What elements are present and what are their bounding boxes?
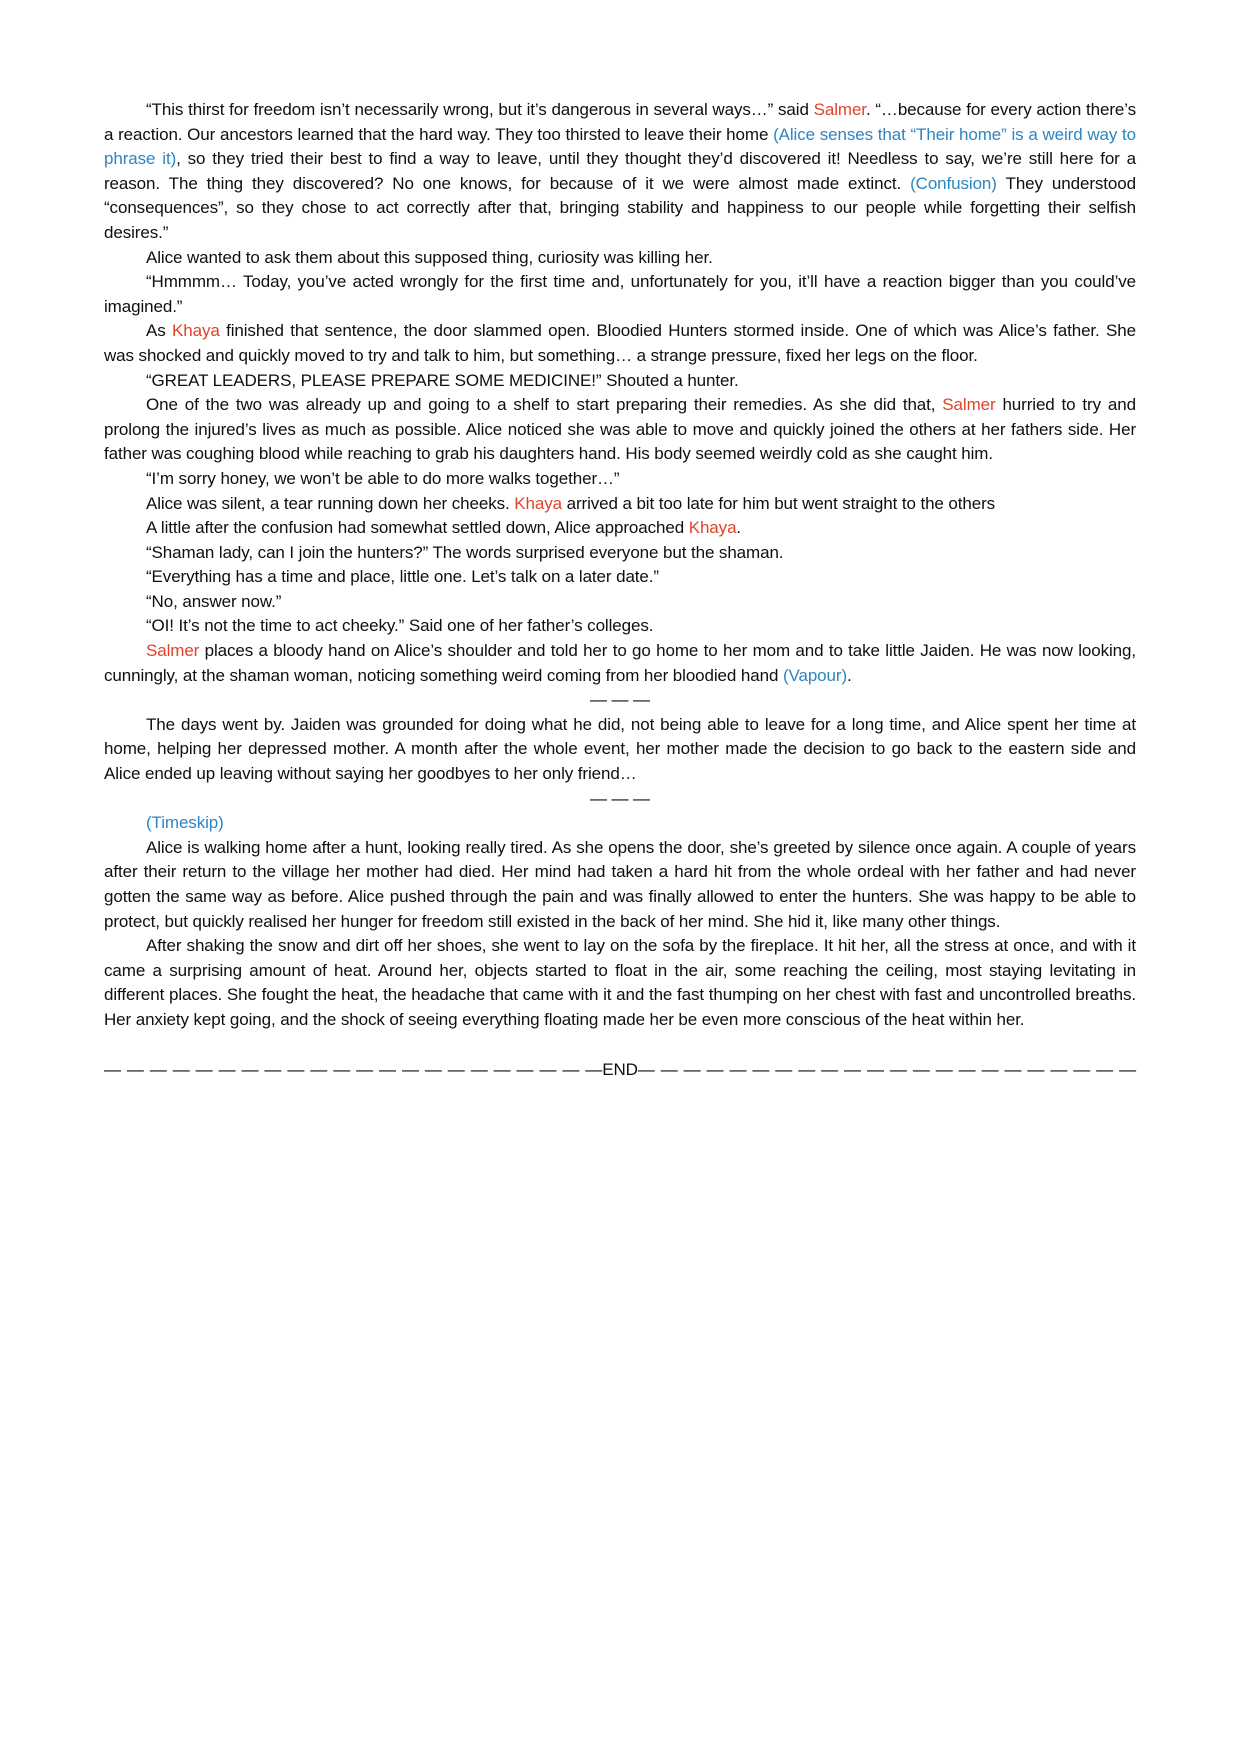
- character-name: Salmer: [942, 395, 996, 415]
- paragraph: [104, 541, 1136, 566]
- text-segment: “No, answer now.”: [146, 591, 282, 611]
- text-segment: “This thirst for freedom isn’t necessarily wrong, but it’s dangerous in several ways…” said: [146, 100, 814, 119]
- story-text: [104, 98, 1136, 1082]
- scene-divider: — — —: [590, 690, 650, 710]
- text-segment: finished that sentence, the door slammed open. Bloodied Hunters stormed inside. One of which was Alice’s father. She was shocked and quickly moved to try and talk to him, but something… a strange pressure, fixed her legs on the floor.: [104, 321, 1136, 365]
- paragraph: [104, 270, 1136, 319]
- paragraph: [104, 590, 1136, 615]
- paragraph: [104, 614, 1136, 639]
- paragraph: [104, 467, 1136, 492]
- text-segment: After shaking the snow and dirt off her shoes, she went to lay on the sofa by the fireplace. It hit her, all the stress at once, and with it came a surprising amount of heat. Around her, objects started to float in the air, some reaching the ceiling, most staying levitating in different places. She fought the heat, the headache that came with it and the fast thumping on her chest with fast and uncontrolled breaths. Her anxiety kept going, and the shock of seeing everything floating made her be even more conscious of the heat within her.: [104, 936, 1136, 1029]
- paragraph: [104, 516, 1136, 541]
- text-segment: “Everything has a time and place, little one. Let’s talk on a later date.”: [146, 567, 659, 587]
- annotation: (Timeskip): [146, 813, 224, 833]
- text-segment: Alice is walking home after a hunt, looking really tired. As she opens the door, she’s greeted by silence once again. A couple of years after their return to the village her mother had died. Her mind had taken a hard hit from the whole ordeal with her father and had never gotten the same way as before. Alice pushed through the pain and was finally allowed to enter the hunters. She was happy to be able to protect, but quickly realised her hunger for freedom still existed in the back of her mind. She hid it, like many other things.: [104, 837, 1136, 931]
- text-segment: .: [847, 665, 852, 685]
- character-name: Khaya: [172, 321, 220, 341]
- paragraph: [104, 639, 1136, 688]
- text-segment: As: [146, 321, 173, 341]
- paragraph: [104, 393, 1136, 467]
- character-name: Salmer: [146, 641, 200, 661]
- character-name: Salmer: [813, 100, 866, 119]
- paragraph: [104, 319, 1136, 368]
- text-segment: hurried to try and prolong the injured’s lives as much as possible. Alice noticed she was able to move and quickly joined the others at her fathers side. Her father was coughing blood while reaching to grab his daughters hand. His body seemed weirdly cold as she caught him.: [104, 395, 1136, 464]
- text-segment: “I’m sorry honey, we won’t be able to do more walks together…”: [146, 468, 620, 488]
- paragraph: [104, 811, 1136, 836]
- scene-divider: — — —: [590, 788, 650, 808]
- text-segment: They understood “consequences”, so they chose to act correctly after that, bringing stability and happiness to our people while forgetting their selfish desires.”: [104, 173, 1136, 242]
- text-segment: Alice was silent, a tear running down her cheeks.: [146, 493, 515, 513]
- text-segment: . “…because for every action there’s a reaction. Our ancestors learned that the hard way. They too thirsted to leave their home: [104, 100, 1137, 144]
- paragraph: [104, 369, 1136, 394]
- text-segment: Alice wanted to ask them about this supposed thing, curiosity was killing her.: [146, 247, 713, 267]
- paragraph: [104, 492, 1136, 517]
- text-segment: arrived a bit too late for him but went straight to the others: [561, 493, 996, 513]
- text-segment: places a bloody hand on Alice’s shoulder and told her to go home to her mom and to take little Jaiden. He was now looking, cunningly, at the shaman woman, noticing something weird coming from her bloodied hand: [104, 641, 1136, 685]
- text-segment: The days went by. Jaiden was grounded for doing what he did, not being able to leave for a long time, and Alice spent her time at home, helping her depressed mother. A month after the whole event, her mother made the decision to go back to the eastern side and Alice ended up leaving without saying her goodbyes to her only friend…: [104, 714, 1136, 784]
- annotation: (Confusion): [910, 173, 997, 193]
- text-segment: , so they tried their best to find a way to leave, until they thought they’d discovered it! Needless to say, we’re still here for a reason. The thing they discovered? No one knows, for because of it we were almost made extinct.: [104, 149, 1136, 193]
- paragraph: [104, 565, 1136, 590]
- character-name: Khaya: [688, 518, 737, 538]
- text-segment: “GREAT LEADERS, PLEASE PREPARE SOME MEDICINE!” Shouted a hunter.: [146, 370, 739, 390]
- paragraph: [104, 246, 1136, 271]
- text-segment: One of the two was already up and going to a shelf to start preparing their remedies. As she did that,: [146, 395, 943, 415]
- text-segment: “Shaman lady, can I join the hunters?” The words surprised everyone but the shaman.: [146, 542, 784, 562]
- paragraph: [104, 713, 1136, 787]
- end-marker: — — — — — — — — — — — — — — — — — — — — — —END— — — — — — — — — — — — — — — — — — — — — —: [104, 1059, 1136, 1079]
- text-segment: A little after the confusion had somewhat settled down, Alice approached: [146, 518, 689, 538]
- paragraph: [104, 836, 1136, 934]
- paragraph: [104, 934, 1136, 1032]
- annotation: (Vapour): [782, 665, 848, 685]
- text-segment: “OI! It’s not the time to act cheeky.” Said one of her father’s colleges.: [146, 616, 654, 636]
- text-segment: “Hmmmm… Today, you’ve acted wrongly for the first time and, unfortunately for you, it’ll have a reaction bigger than you could’ve imagined.”: [104, 272, 1136, 316]
- text-segment: .: [736, 518, 742, 538]
- character-name: Khaya: [514, 493, 562, 513]
- paragraph: [104, 98, 1136, 246]
- annotation: (Alice senses that “Their home” is a weird way to phrase it): [104, 124, 1136, 169]
